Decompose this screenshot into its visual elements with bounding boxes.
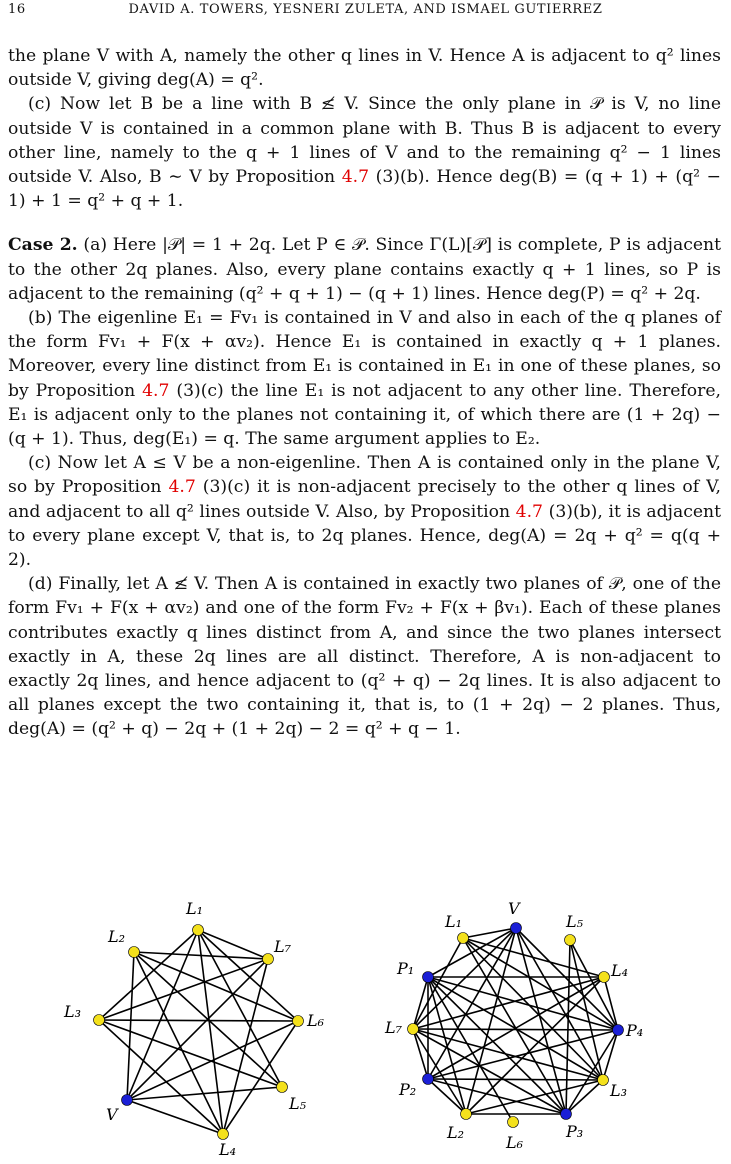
- right-graph-node-L5: [565, 935, 576, 946]
- left-graph-node-L2: [129, 947, 140, 958]
- left-graph-node-label-L7: L₇: [274, 937, 292, 956]
- left-graph-node-L3: [94, 1015, 105, 1026]
- right-graph-node-L1: [458, 933, 469, 944]
- right-graph-edge-V-P3: [516, 928, 566, 1114]
- paragraph: (c) Now let A ≤ V be a non-eigenline. Then A is contained only in the plane V, so by Proposition 4.7 (3)(c) it is non-adjacent precisely to the other q lines of V, and adjacent to all q² lines outside V. Also, by Proposition 4.7 (3)(b), it is adjacent to every plane except V, that is, to 2q planes. Hence, deg(A) = 2q + q² = q(q + 2).: [8, 453, 721, 571]
- right-graph-node-label-L2: L₂: [447, 1123, 465, 1142]
- left-graph-edge-L3-L6: [99, 1020, 298, 1021]
- left-graph-node-V: [122, 1095, 133, 1106]
- left-graph-edge-L7-L4: [223, 959, 268, 1134]
- left-graph-edge-L1-L4: [198, 930, 223, 1134]
- right-graph-node-L2: [461, 1109, 472, 1120]
- right-graph-node-label-L6: L₆: [506, 1133, 524, 1152]
- right-graph-node-V: [511, 923, 522, 934]
- left-graph-node-label-L5: L₅: [289, 1094, 307, 1113]
- paragraph: (c) Now let B be a line with B ≰ V. Since the only plane in 𝒫 is V, no line outside V is contained in a common plane with B. Thus B is adjacent to every other line, namely to the q + 1 lines of V and to the remaining q² − 1 lines outside V. Also, B ∼ V by Proposition 4.7 (3)(b). Hence deg(B) = (q + 1) + (q² − 1) + 1 = q² + q + 1.: [8, 94, 721, 212]
- left-graph-edge-L7-L3: [99, 959, 268, 1020]
- right-graph-node-label-L4: L₄: [611, 961, 629, 980]
- proposition-link[interactable]: 4.7: [142, 380, 170, 401]
- right-graph-node-label-P2: P₂: [399, 1080, 417, 1099]
- right-graph-node-P1: [423, 972, 434, 983]
- right-graph-node-label-L7: L₇: [385, 1018, 403, 1037]
- right-graph-node-P4: [613, 1025, 624, 1036]
- right-graph-node-label-L5: L₅: [566, 912, 584, 931]
- left-graph-node-L5: [277, 1082, 288, 1093]
- right-graph-node-P3: [561, 1109, 572, 1120]
- right-graph-edge-L7-P3: [413, 1029, 566, 1114]
- left-graph-node-L7: [263, 954, 274, 965]
- left-graph-node-label-L4: L₄: [219, 1140, 237, 1159]
- left-graph-edge-L3-L4: [99, 1020, 223, 1134]
- paragraph: (b) The eigenline E₁ = Fv₁ is contained in V and also in each of the q planes of the form Fv₁ + F(x + αv₂). Hence E₁ is contained in exactly q + 1 planes. Moreover, every line distinct from E₁ is contained in E₁ in one of these planes, so by Proposition 4.7 (3)(c) the line E₁ is not adjacent to any other line. Therefore, E₁ is adjacent only to the planes not containing it, of which there are (1 + 2q) − (q + 1). Thus, deg(E₁) = q. The same argument applies to E₂.: [8, 308, 721, 450]
- right-graph-edge-P2-L3: [428, 1079, 603, 1080]
- figure-graphs: [0, 890, 731, 1164]
- left-graph-node-label-L3: L₃: [64, 1002, 82, 1021]
- proposition-link[interactable]: 4.7: [341, 167, 370, 188]
- running-head: DAVID A. TOWERS, YESNERI ZULETA, AND ISMAEL GUTIERREZ: [128, 2, 603, 17]
- page-number: 16: [8, 2, 26, 17]
- left-graph-node-label-V: V: [106, 1105, 118, 1124]
- proposition-link[interactable]: 4.7: [515, 501, 543, 522]
- paragraph: (d) Finally, let A ≰ V. Then A is contained in exactly two planes of 𝒫, one of the form Fv₁ + F(x + αv₂) and one of the form Fv₂ + F(x + βv₁). Each of these planes contributes exactly q lines distinct from A, and since the two planes intersect exactly in A, these 2q lines are all distinct. Therefore, A is non-adjacent to exactly 2q lines, and hence adjacent to (q² + q) − 2q lines. It is also adjacent to all planes except the two containing it, that is, to (1 + 2q) − 2 planes. Thus, deg(A) = (q² + q) − 2q + (1 + 2q) − 2 = q² + q − 1.: [8, 574, 721, 740]
- right-graph-node-label-L3: L₃: [610, 1081, 628, 1100]
- paragraph-case-2: Case 2. (a) Here |𝒫| = 1 + 2q. Let P ∈ 𝒫. Since Γ(L)[𝒫] is complete, P is adjacent to the other 2q planes. Also, every plane contains exactly q + 1 lines, so P is adjacent to the remaining (q² + q + 1) − (q + 1) lines. Hence deg(P) = q² + 2q.: [8, 235, 721, 304]
- right-graph-node-label-L1: L₁: [445, 912, 463, 931]
- left-graph-node-L6: [293, 1016, 304, 1027]
- right-graph-edge-L3-L2: [466, 1080, 603, 1114]
- right-graph-node-L3: [598, 1075, 609, 1086]
- left-graph-node-L4: [218, 1129, 229, 1140]
- right-graph-edge-L1-L4: [463, 938, 604, 977]
- right-graph-node-L6: [508, 1117, 519, 1128]
- left-graph-edge-L2-V: [127, 952, 134, 1100]
- left-graph-edge-L1-L7: [198, 930, 268, 959]
- right-graph-edge-P4-L3: [603, 1030, 618, 1080]
- right-graph-node-label-P3: P₃: [566, 1122, 584, 1141]
- page-header: [8, 2, 723, 22]
- paper-body: [8, 44, 721, 742]
- right-graph-node-L7: [408, 1024, 419, 1035]
- right-graph-node-label-V: V: [508, 899, 520, 918]
- right-graph-edge-L7-P4: [413, 1029, 618, 1030]
- graph-figure-svg: [0, 890, 731, 1164]
- right-graph-node-P2: [423, 1074, 434, 1085]
- left-graph-node-label-L6: L₆: [307, 1011, 325, 1030]
- left-graph-edge-L3-L5: [99, 1020, 282, 1087]
- right-graph-node-label-P1: P₁: [397, 959, 415, 978]
- left-graph-node-label-L2: L₂: [108, 927, 126, 946]
- left-graph-node-L1: [193, 925, 204, 936]
- right-graph-edge-P1-L2: [428, 977, 466, 1114]
- right-graph-node-L4: [599, 972, 610, 983]
- proposition-link[interactable]: 4.7: [168, 477, 196, 498]
- paragraph: the plane V with A, namely the other q lines in V. Hence A is adjacent to q² lines outside V, giving deg(A) = q².: [8, 46, 721, 91]
- right-graph-node-label-P4: P₄: [626, 1021, 644, 1040]
- left-graph-node-label-L1: L₁: [186, 899, 204, 918]
